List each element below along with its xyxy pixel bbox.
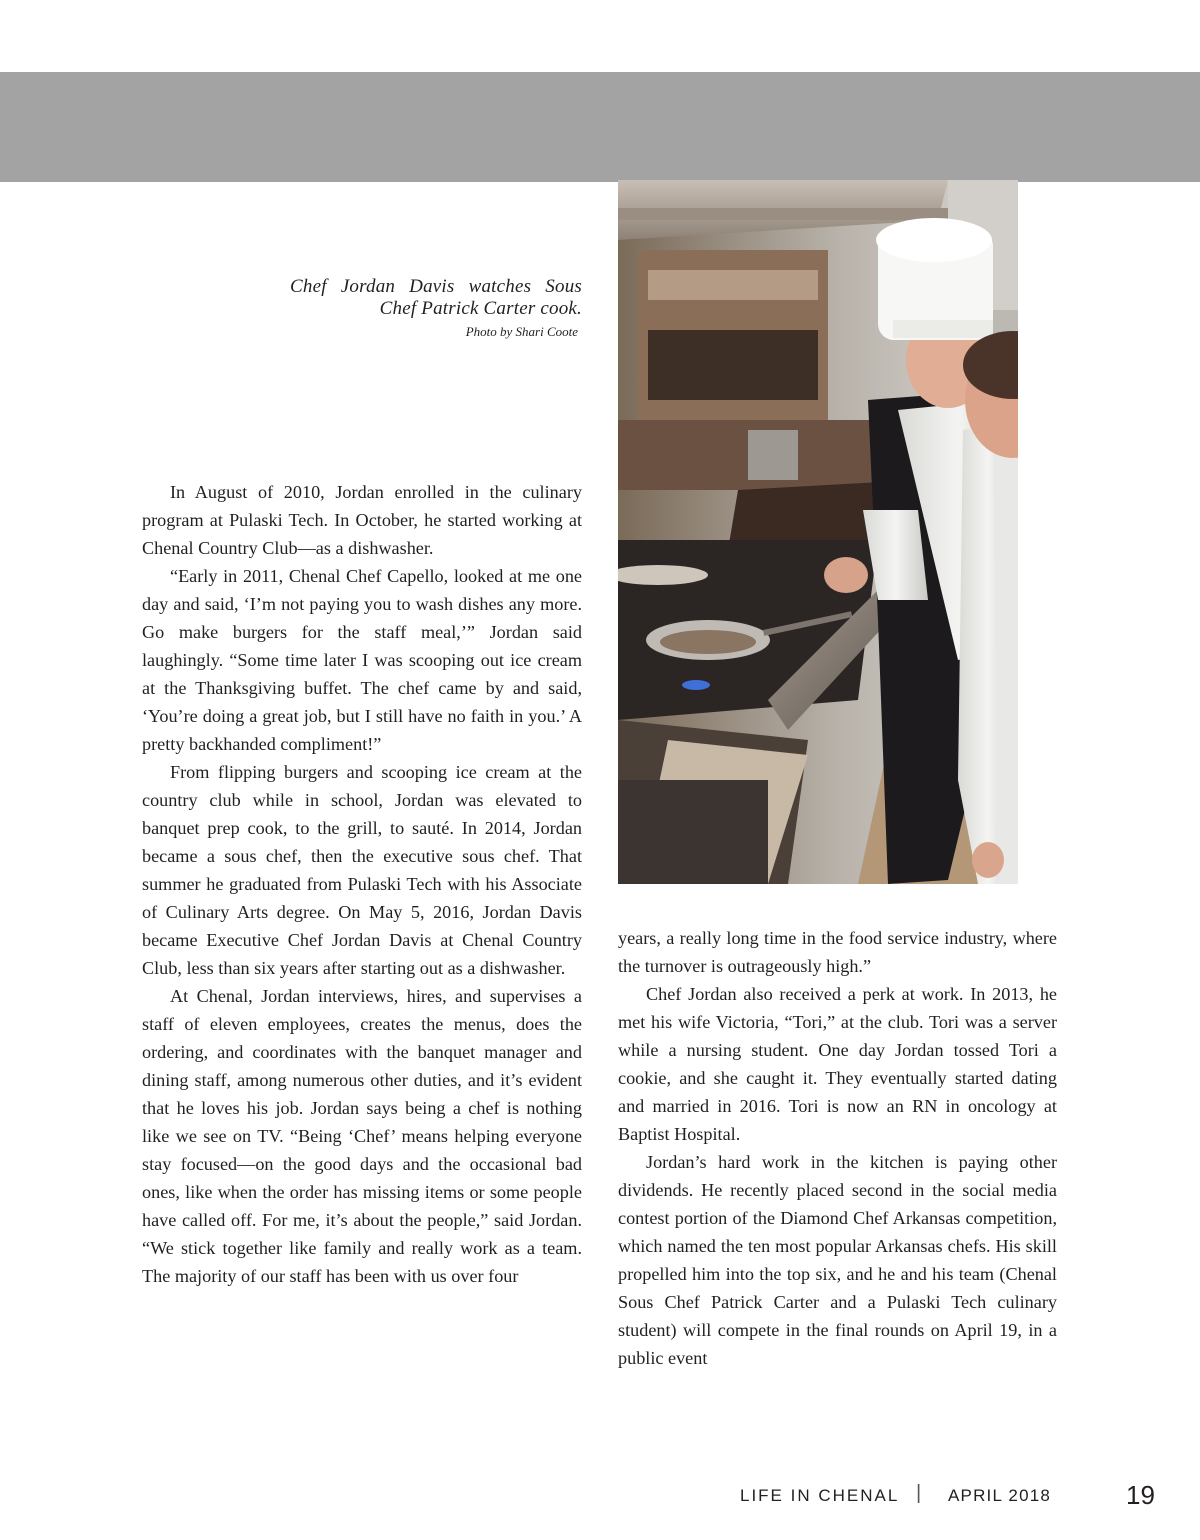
article-column-right — [618, 924, 1057, 1372]
article-column-left — [142, 478, 582, 1290]
magazine-name: LIFE IN CHENAL — [740, 1486, 900, 1505]
chefs-cooking-image — [618, 180, 1018, 884]
header-band — [0, 72, 1200, 182]
paragraph: In August of 2010, Jordan enrolled in the culinary program at Pulaski Tech. In October, he started working at Chenal Country Club—as a dishwasher. — [142, 482, 582, 558]
paragraph: Chef Jordan also received a perk at work. In 2013, he met his wife Victoria, “Tori,” at the club. Tori was a server while a nursing student. One day Jordan tossed Tori a cookie, and she caught it. They eventually started dating and married in 2016. Tori is now an RN in oncology at Baptist Hospital. — [618, 984, 1057, 1144]
caption-text: Chef Jordan Davis watches Sous Chef Patrick Carter cook. — [290, 276, 582, 319]
page-number: 19 — [1126, 1480, 1155, 1510]
paragraph: years, a really long time in the food service industry, where the turnover is outrageously high.” — [618, 928, 1057, 976]
paragraph: At Chenal, Jordan interviews, hires, and supervises a staff of eleven employees, creates the menus, does the ordering, and coordinates with the banquet manager and dining staff, among numerous other duties, and it’s evident that he loves his job. Jordan says being a chef is nothing like we see on TV. “Being ‘Chef’ means helping everyone stay focused—on the good days and the occasional bad ones, like when the order has missing items or some people have called off. For me, it’s about the people,” said Jordan. “We stick together like family and really work as a team. The majority of our staff has been with us over four — [142, 986, 582, 1286]
paragraph: Jordan’s hard work in the kitchen is paying other dividends. He recently placed second in the social media contest portion of the Diamond Chef Arkansas competition, which named the ten most popular Arkansas chefs. His skill propelled him into the top six, and he and his team (Chenal Sous Chef Patrick Carter and a Pulaski Tech culinary student) will compete in the final rounds on April 19, in a public event — [618, 1152, 1057, 1368]
page-footer — [0, 1480, 1200, 1514]
photo-caption — [290, 276, 582, 340]
kitchen-photo — [618, 180, 1018, 884]
issue-date: APRIL 2018 — [948, 1486, 1052, 1505]
paragraph: From flipping burgers and scooping ice cream at the country club while in school, Jordan was elevated to banquet prep cook, to the grill, to sauté. In 2014, Jordan became a sous chef, then the executive sous chef. That summer he graduated from Pulaski Tech with his Associate of Culinary Arts degree. On May 5, 2016, Jordan Davis became Executive Chef Jordan Davis at Chenal Country Club, less than six years after starting out as a dishwasher. — [142, 762, 582, 978]
paragraph: “Early in 2011, Chenal Chef Capello, looked at me one day and said, ‘I’m not paying you to wash dishes any more. Go make burgers for the staff meal,’” Jordan said laughingly. “Some time later I was scooping out ice cream at the Thanksgiving buffet. The chef came by and said, ‘You’re doing a great job, but I still have no faith in you.’ A pretty backhanded compliment!” — [142, 566, 582, 754]
footer-separator: | — [916, 1482, 922, 1504]
photo-credit: Photo by Shari Coote — [465, 324, 578, 339]
